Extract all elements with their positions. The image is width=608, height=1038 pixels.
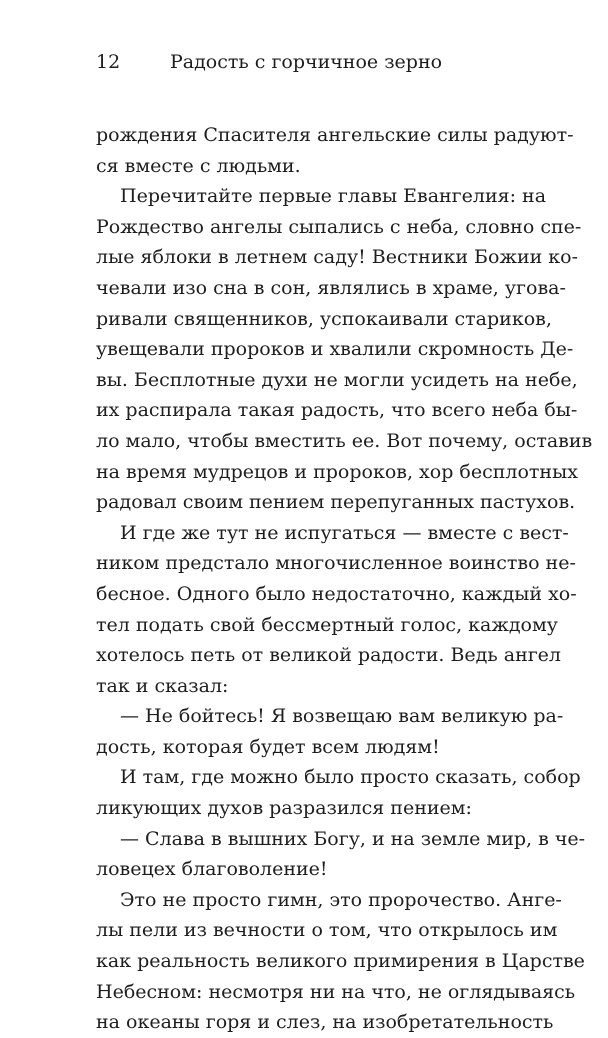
page-number: 12 [96, 51, 121, 73]
running-title: Радость с горчичное зерно [170, 51, 443, 73]
text-line: Это не просто гимн, это пророчество. Анге- [120, 888, 562, 911]
text-line: лы пели из вечности о том, что открылось им [96, 919, 558, 942]
text-line: тел подать свой бессмертный голос, каждому [96, 613, 558, 636]
text-line: И там, где можно было просто сказать, собор [120, 766, 581, 789]
text-line: увещевали пророков и хвалили скромность Де- [96, 338, 574, 361]
text-line: И где же тут не испугаться — вместе с вест- [120, 521, 569, 544]
text-line: Небесном: несмотря ни на что, не оглядываясь [96, 980, 576, 1003]
text-line: — Слава в вышних Богу, и на земле мир, в че- [120, 827, 586, 850]
text-line: ликующих духов разразился пением: [96, 797, 472, 820]
text-line: их распирала такая радость, что всего неба бы- [96, 399, 578, 422]
text-line: ником предстало многочисленное воинство не- [96, 552, 576, 575]
text-line: — Не бойтесь! Я возвещаю вам великую ра- [120, 705, 564, 728]
text-line: ло мало, чтобы вместить ее. Вот почему, оставив [96, 429, 593, 452]
text-line: на океаны горя и слез, на изобретательность [96, 1011, 554, 1034]
text-line: Рождество ангелы сыпались с неба, словно спе- [96, 215, 582, 238]
text-line: дость, которая будет всем людям! [96, 735, 440, 758]
text-line: хотелось петь от великой радости. Ведь ангел [96, 644, 561, 667]
text-line: на время мудрецов и пророков, хор бесплотных [96, 460, 578, 483]
text-line: чевали изо сна в сон, являлись в храме, угова- [96, 276, 566, 299]
text-line: так и сказал: [96, 674, 229, 697]
running-head [96, 50, 442, 74]
text-line: ривали священников, успокаивали стариков, [96, 307, 552, 330]
text-line: лые яблоки в летнем саду! Вестники Божии ко- [96, 246, 579, 269]
text-line: вы. Бесплотные духи не могли усидеть на небе, [96, 368, 578, 391]
text-line: как реальность великого примирения в Царстве [96, 950, 585, 973]
text-line: ся вместе с людьми. [96, 154, 301, 177]
text-line: бесное. Одного было недостаточно, каждый хо- [96, 582, 577, 605]
text-line: ловецех благоволение! [96, 858, 328, 881]
text-line: Перечитайте первые главы Евангелия: на [120, 185, 547, 208]
body-text [96, 120, 593, 1038]
text-line: рождения Спасителя ангельские силы радуют- [96, 124, 574, 146]
text-line: радовал своим пением перепуганных пастухов. [96, 491, 576, 514]
